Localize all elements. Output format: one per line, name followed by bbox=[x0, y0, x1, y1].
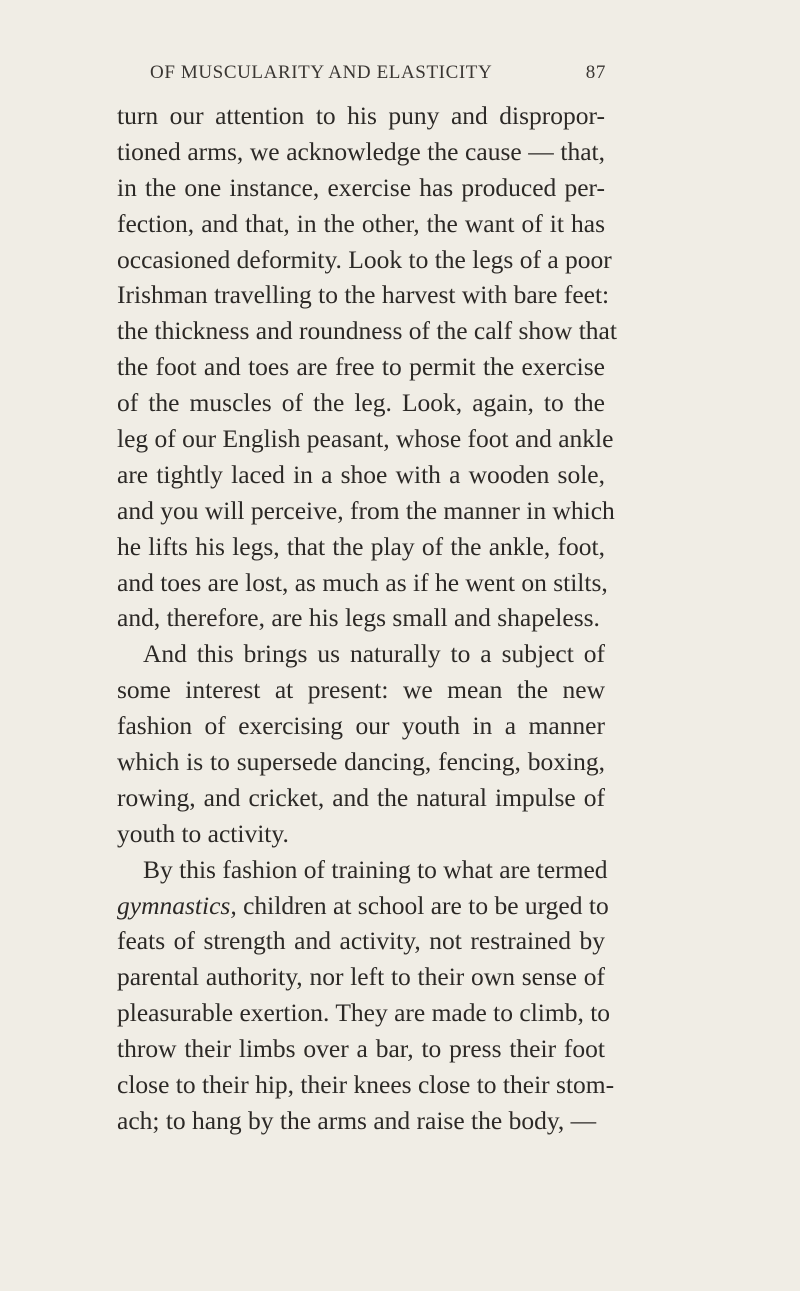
text-line: some interest at present: we mean the new bbox=[117, 675, 605, 705]
body-text bbox=[117, 98, 617, 1139]
text-line-remainder: children at school are to be urged to bbox=[236, 890, 609, 920]
text-line: throw their limbs over a bar, to press their foot bbox=[117, 1034, 605, 1064]
text-line: are tightly laced in a shoe with a wooden sole, bbox=[117, 459, 605, 489]
running-head bbox=[150, 62, 606, 90]
text-line: which is to supersede dancing, fencing, boxing, bbox=[117, 747, 605, 777]
text-line: parental authority, nor left to their own sense of bbox=[117, 962, 605, 992]
text-line-with-italic bbox=[117, 888, 609, 924]
text-line: and you will perceive, from the manner in which bbox=[117, 495, 615, 525]
text-line: Irishman travelling to the harvest with bare feet: bbox=[117, 280, 610, 310]
text-line: leg of our English peasant, whose foot and ankle bbox=[117, 424, 614, 454]
text-line: fection, and that, in the other, the want of it has bbox=[117, 208, 605, 238]
text-line: fashion of exercising our youth in a manner bbox=[117, 711, 605, 741]
paragraph-start-line: And this brings us naturally to a subject of bbox=[143, 639, 605, 669]
text-line: and toes are lost, as much as if he went on stilts, bbox=[117, 567, 608, 597]
text-line: he lifts his legs, that the play of the ankle, foot, bbox=[117, 531, 605, 561]
text-line: feats of strength and activity, not restrained by bbox=[117, 926, 605, 956]
text-line: the thickness and roundness of the calf show that bbox=[117, 316, 617, 346]
paragraph-start-line: By this fashion of training to what are termed bbox=[143, 854, 608, 884]
text-line: in the one instance, exercise has produced per- bbox=[117, 172, 605, 202]
text-line: of the muscles of the leg. Look, again, to the bbox=[117, 388, 605, 418]
text-line: close to their hip, their knees close to their stom- bbox=[117, 1070, 615, 1100]
running-title: OF MUSCULARITY AND ELASTICITY bbox=[150, 62, 493, 83]
text-line: occasioned deformity. Look to the legs of a poor bbox=[117, 244, 612, 274]
text-line: ach; to hang by the arms and raise the body, — bbox=[117, 1105, 597, 1135]
text-line: rowing, and cricket, and the natural impulse of bbox=[117, 782, 605, 812]
text-line: youth to activity. bbox=[117, 818, 289, 848]
text-line: tioned arms, we acknowledge the cause — that, bbox=[117, 136, 605, 166]
italic-term: gymnastics, bbox=[117, 890, 237, 920]
text-line: turn our attention to his puny and dispropor- bbox=[117, 101, 605, 130]
text-line: and, therefore, are his legs small and shapeless. bbox=[117, 603, 600, 633]
page-number: 87 bbox=[585, 62, 606, 83]
text-line: the foot and toes are free to permit the exercise bbox=[117, 352, 605, 382]
text-line: pleasurable exertion. They are made to climb, to bbox=[117, 998, 611, 1028]
